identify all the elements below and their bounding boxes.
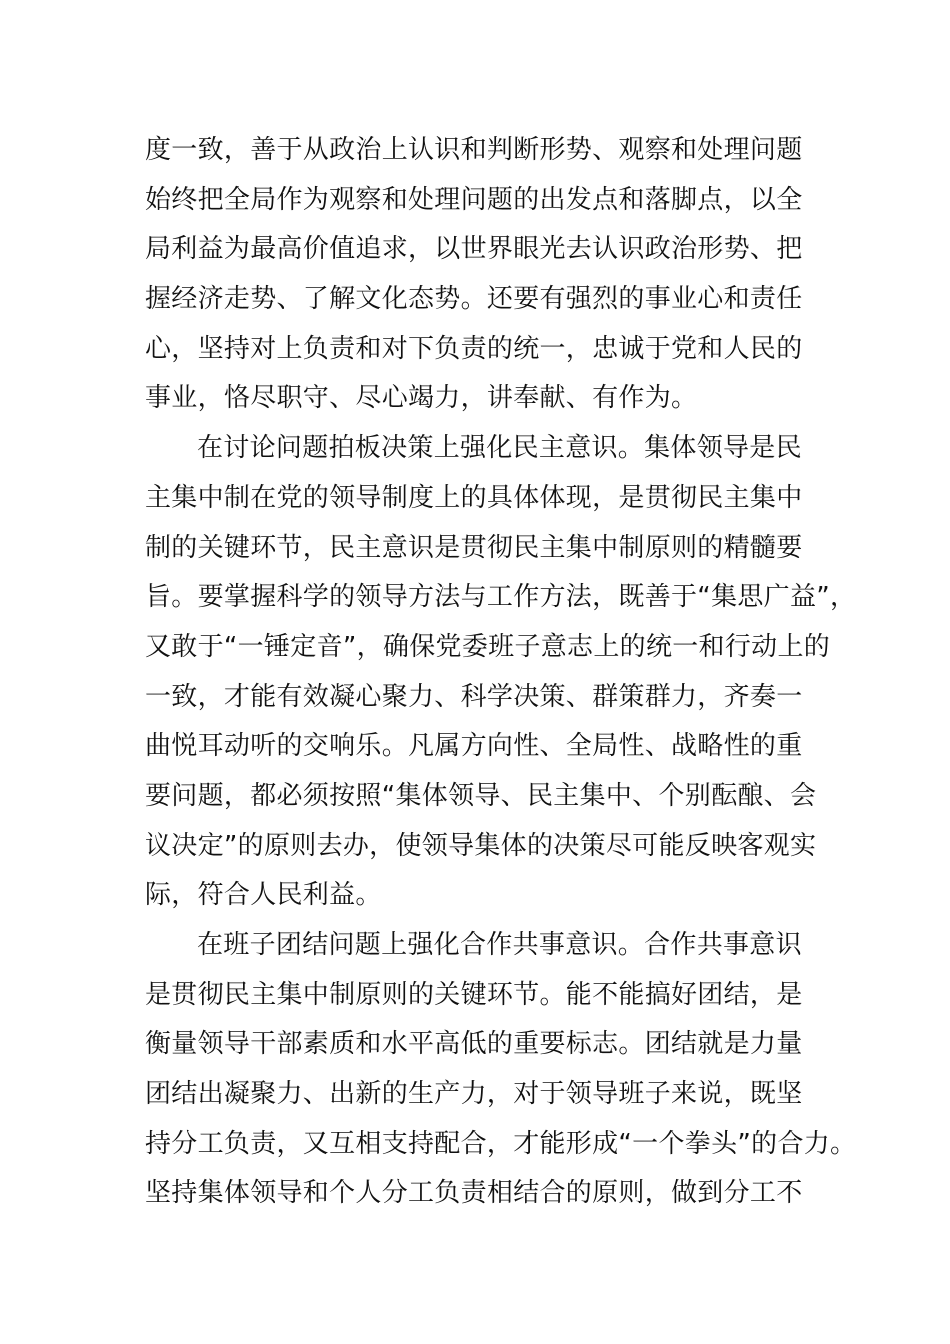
- text-line: 际，符合人民利益。: [145, 880, 382, 911]
- text-line: 团结出凝聚力、出新的生产力，对于领导班子来说，既坚: [145, 1079, 803, 1110]
- text-line: 议决定”的原则去办，使领导集体的决策尽可能反映客观实: [145, 830, 817, 861]
- text-line: 度一致，善于从政治上认识和判断形势、观察和处理问题: [145, 135, 803, 165]
- text-line: 旨。要掌握科学的领导方法与工作方法，既善于“集思广益”，: [145, 582, 857, 613]
- body-text: [145, 126, 857, 1219]
- text-line: 一致，才能有效凝心聚力、科学决策、群策群力，齐奏一: [145, 681, 803, 712]
- text-line: 局利益为最高价值追求，以世界眼光去认识政治形势、把: [145, 234, 803, 265]
- text-line: 事业，恪尽职守、尽心竭力，讲奉献、有作为。: [145, 383, 698, 414]
- text-line: 握经济走势、了解文化态势。还要有强烈的事业心和责任: [145, 284, 803, 315]
- text-line: 要问题，都必须按照“集体领导、民主集中、个别酝酿、会: [145, 780, 817, 811]
- paragraph-first-line: 在讨论问题拍板决策上强化民主意识。集体领导是民: [197, 433, 802, 464]
- text-line: 是贯彻民主集中制原则的关键环节。能不能搞好团结，是: [145, 979, 803, 1010]
- text-line: 始终把全局作为观察和处理问题的出发点和落脚点，以全: [145, 184, 803, 215]
- text-line: 坚持集体领导和个人分工负责相结合的原则，做到分工不: [145, 1178, 803, 1209]
- text-line: 又敢于“一锤定音”，确保党委班子意志上的统一和行动上的: [145, 631, 831, 662]
- text-line: 持分工负责，又互相支持配合，才能形成“一个拳头”的合力。: [145, 1128, 857, 1159]
- paragraph-first-line: 在班子团结问题上强化合作共事意识。合作共事意识: [197, 930, 802, 960]
- text-line: 主集中制在党的领导制度上的具体体现，是贯彻民主集中: [145, 482, 803, 513]
- text-line: 曲悦耳动听的交响乐。凡属方向性、全局性、战略性的重: [145, 731, 803, 762]
- text-line: 心，坚持对上负责和对下负责的统一，忠诚于党和人民的: [145, 333, 803, 364]
- text-line: 衡量领导干部素质和水平高低的重要标志。团结就是力量: [145, 1029, 803, 1060]
- text-line: 制的关键环节，民主意识是贯彻民主集中制原则的精髓要: [145, 532, 803, 563]
